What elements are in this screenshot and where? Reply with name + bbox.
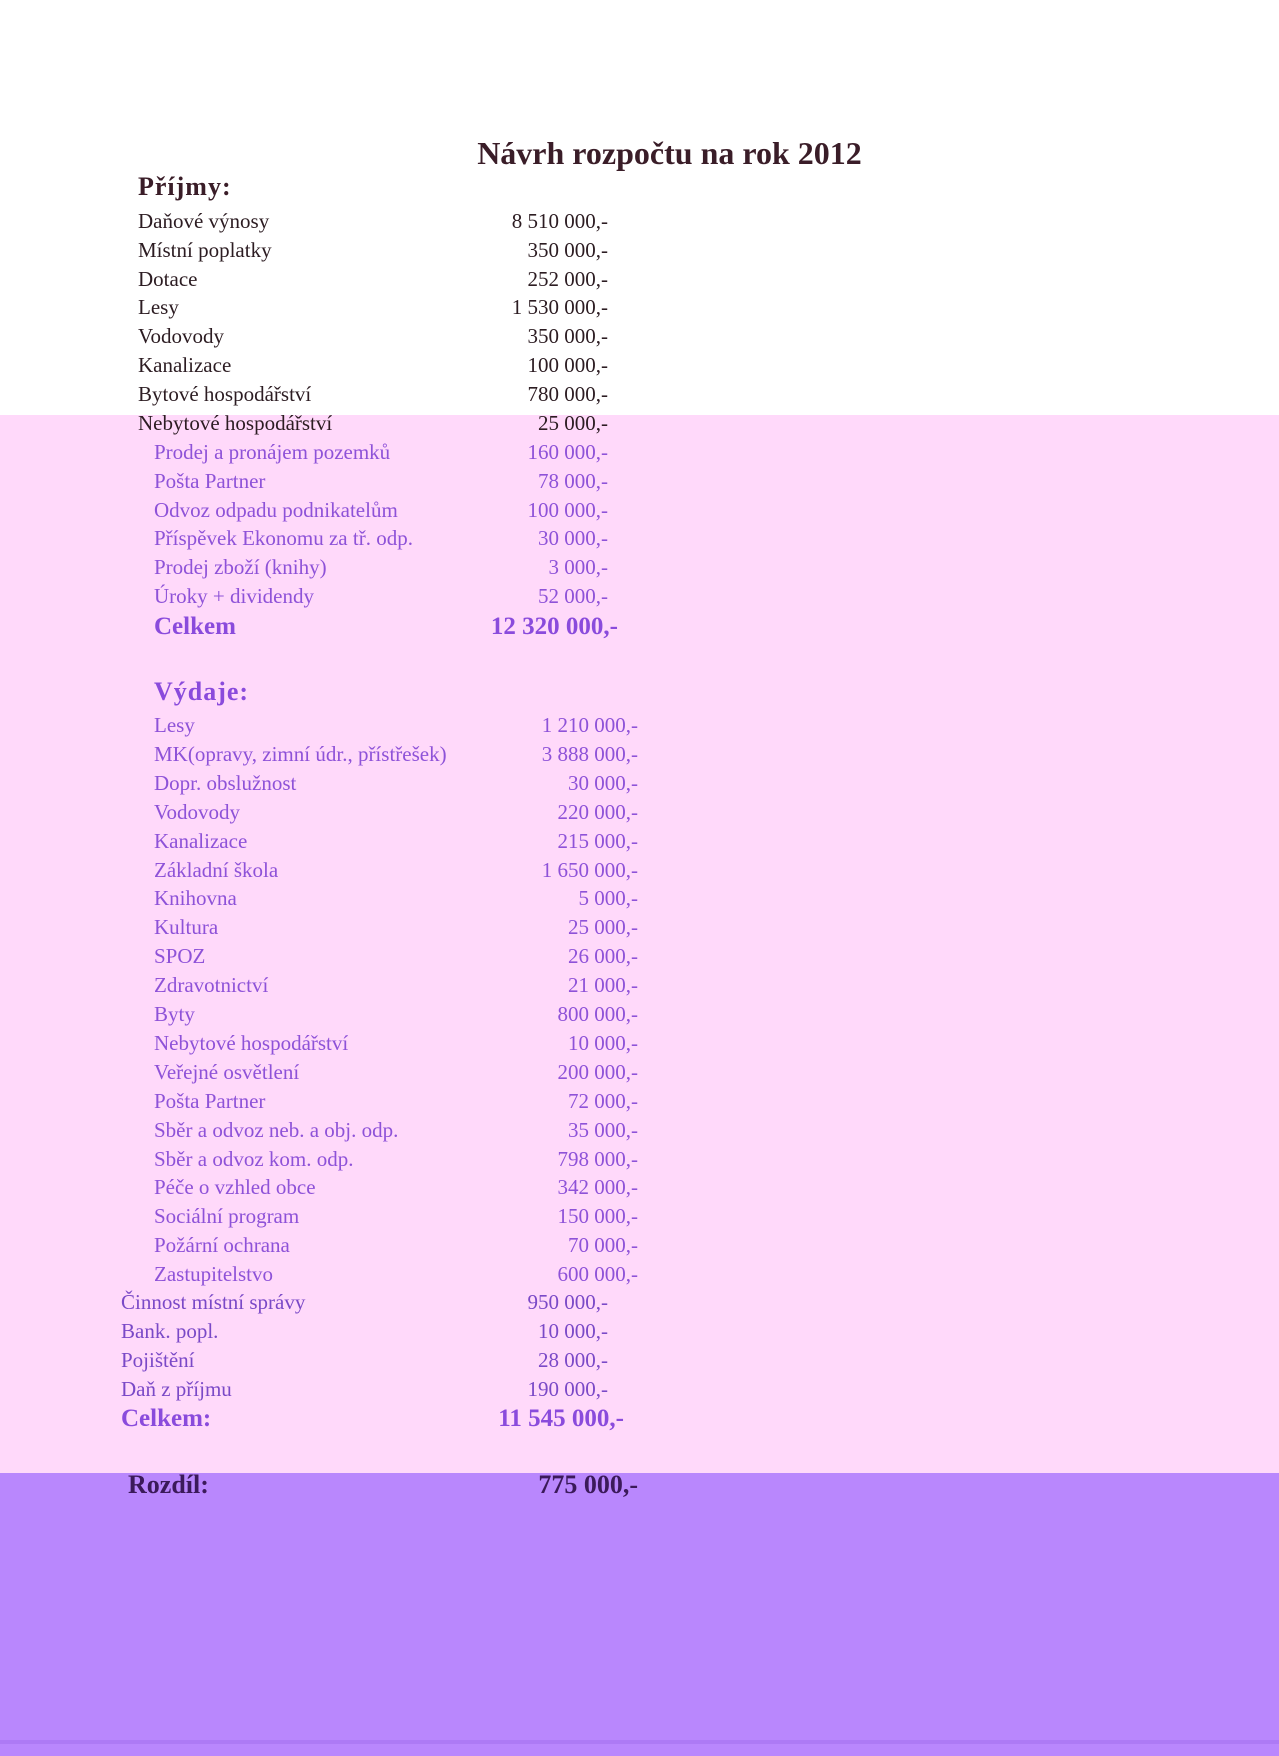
row-value: 798 000,-	[557, 1146, 638, 1171]
row-value: 600 000,-	[557, 1262, 638, 1287]
table-row	[154, 769, 638, 797]
row-label: Nebytové hospodářství	[138, 410, 333, 435]
document-title: Návrh rozpočtu na rok 2012	[477, 135, 862, 171]
table-row	[154, 438, 608, 466]
row-value: 52 000,-	[538, 584, 608, 608]
row-label: MK(opravy, zimní údr., přístřešek)	[154, 741, 447, 766]
row-label: Vodovody	[138, 324, 224, 349]
row-value: 950 000,-	[527, 1290, 608, 1314]
row-label: Úroky + dividendy	[154, 584, 314, 608]
table-row	[154, 1145, 638, 1173]
table-row	[138, 322, 608, 350]
row-label: Byty	[154, 1002, 195, 1026]
income-heading: Příjmy:	[138, 172, 232, 201]
row-value: 5 000,-	[578, 886, 638, 911]
row-value: 215 000,-	[557, 828, 638, 853]
row-value: 26 000,-	[568, 944, 638, 969]
row-value: 100 000,-	[527, 353, 608, 377]
table-row	[154, 971, 638, 999]
table-row	[138, 236, 608, 264]
row-label: Příspěvek Ekonomu za tř. odp.	[154, 526, 413, 551]
expenses-total-row	[121, 1401, 624, 1437]
row-value: 220 000,-	[557, 799, 638, 824]
row-label: Bytové hospodářství	[138, 381, 312, 406]
table-row	[154, 1087, 638, 1115]
row-value: 78 000,-	[538, 468, 608, 493]
row-value: 160 000,-	[527, 440, 608, 464]
row-label: Sběr a odvoz neb. a obj. odp.	[154, 1117, 399, 1142]
row-label: Sběr a odvoz kom. odp.	[154, 1146, 354, 1171]
table-row	[121, 1317, 608, 1345]
row-label: Zastupitelstvo	[154, 1262, 273, 1287]
income-total-row	[154, 609, 618, 645]
income-total-value: 12 320 000,-	[490, 613, 618, 640]
row-label: Veřejné osvětlení	[154, 1059, 300, 1084]
table-row	[154, 1116, 638, 1144]
row-label: Sociální program	[154, 1204, 300, 1229]
row-label: Vodovody	[154, 799, 240, 824]
row-label: Kanalizace	[154, 828, 248, 853]
row-value: 1 530 000,-	[511, 295, 608, 320]
row-label: Bank. popl.	[121, 1318, 219, 1343]
table-row	[154, 1202, 638, 1230]
table-row	[138, 380, 608, 408]
table-row	[138, 409, 608, 437]
table-row	[154, 524, 608, 552]
row-value: 350 000,-	[527, 237, 608, 262]
row-value: 10 000,-	[538, 1318, 608, 1343]
purple-overlay	[0, 1473, 1279, 1756]
table-row	[154, 798, 638, 826]
table-row	[154, 913, 638, 941]
table-row	[154, 1173, 638, 1201]
table-row	[154, 553, 608, 581]
expenses-heading: Výdaje:	[154, 677, 250, 706]
row-value: 200 000,-	[557, 1059, 638, 1084]
row-label: Dotace	[138, 266, 198, 291]
row-label: Základní škola	[154, 857, 279, 882]
row-value: 10 000,-	[568, 1030, 638, 1055]
table-row	[154, 827, 638, 855]
table-row	[154, 1231, 638, 1259]
table-row	[154, 884, 638, 912]
row-label: Kultura	[154, 915, 219, 940]
row-label: Knihovna	[154, 886, 237, 911]
row-label: Zdravotnictví	[154, 973, 269, 998]
difference-label: Rozdíl:	[128, 1470, 209, 1499]
row-value: 350 000,-	[527, 324, 608, 349]
row-label: Lesy	[154, 713, 195, 737]
table-row	[154, 1029, 638, 1057]
row-value: 70 000,-	[568, 1233, 638, 1258]
row-value: 1 650 000,-	[541, 857, 638, 882]
table-row	[121, 1346, 608, 1374]
table-row	[138, 265, 608, 293]
row-label: Péče o vzhled obce	[154, 1175, 316, 1200]
row-label: Místní poplatky	[138, 237, 272, 262]
table-row	[121, 1288, 608, 1316]
row-value: 342 000,-	[557, 1175, 638, 1200]
row-label: Činnost místní správy	[121, 1290, 306, 1314]
table-row	[138, 293, 608, 321]
row-value: 30 000,-	[538, 526, 608, 551]
row-label: Nebytové hospodářství	[154, 1030, 349, 1055]
table-row	[154, 1000, 638, 1028]
row-value: 21 000,-	[568, 973, 638, 998]
bottom-edge-line	[0, 1740, 1279, 1744]
row-value: 1 210 000,-	[541, 713, 638, 737]
row-label: Pojištění	[121, 1347, 195, 1372]
row-value: 3 000,-	[548, 555, 608, 580]
row-value: 252 000,-	[527, 266, 608, 291]
table-row	[154, 582, 608, 610]
expenses-total-value: 11 545 000,-	[498, 1405, 624, 1432]
row-label: Dopr. obslužnost	[154, 770, 297, 795]
table-row	[121, 1375, 608, 1403]
difference-row	[128, 1465, 638, 1505]
row-value: 100 000,-	[527, 497, 608, 522]
row-label: Pošta Partner	[154, 468, 266, 493]
row-label: Odvoz odpadu podnikatelům	[154, 497, 398, 522]
table-row	[154, 1058, 638, 1086]
row-value: 25 000,-	[538, 410, 608, 435]
row-label: Prodej zboží (knihy)	[154, 555, 327, 580]
row-label: Lesy	[138, 295, 179, 320]
expenses-total-label: Celkem:	[121, 1405, 212, 1432]
table-row	[154, 467, 608, 495]
table-row	[154, 1260, 638, 1288]
row-value: 150 000,-	[557, 1204, 638, 1229]
row-value: 3 888 000,-	[541, 741, 638, 766]
table-row	[154, 740, 638, 768]
row-label: Pošta Partner	[154, 1088, 266, 1113]
row-value: 28 000,-	[538, 1347, 608, 1372]
row-value: 30 000,-	[568, 770, 638, 795]
row-label: Prodej a pronájem pozemků	[154, 440, 391, 464]
row-value: 190 000,-	[527, 1376, 608, 1401]
row-label: SPOZ	[154, 944, 206, 969]
row-value: 72 000,-	[568, 1088, 638, 1113]
row-label: Daňové výnosy	[138, 209, 270, 233]
table-row	[154, 711, 638, 739]
income-total-label: Celkem	[154, 613, 236, 640]
difference-value: 775 000,-	[538, 1470, 638, 1499]
table-row	[154, 942, 638, 970]
table-row	[138, 207, 608, 235]
table-row	[154, 496, 608, 524]
row-value: 35 000,-	[568, 1117, 638, 1142]
table-row	[154, 856, 638, 884]
row-value: 780 000,-	[527, 381, 608, 406]
row-label: Požární ochrana	[154, 1233, 290, 1258]
row-label: Kanalizace	[138, 353, 232, 377]
row-value: 8 510 000,-	[511, 209, 608, 233]
row-label: Daň z příjmu	[121, 1376, 232, 1401]
table-row	[138, 351, 608, 379]
row-value: 25 000,-	[568, 915, 638, 940]
row-value: 800 000,-	[557, 1002, 638, 1026]
